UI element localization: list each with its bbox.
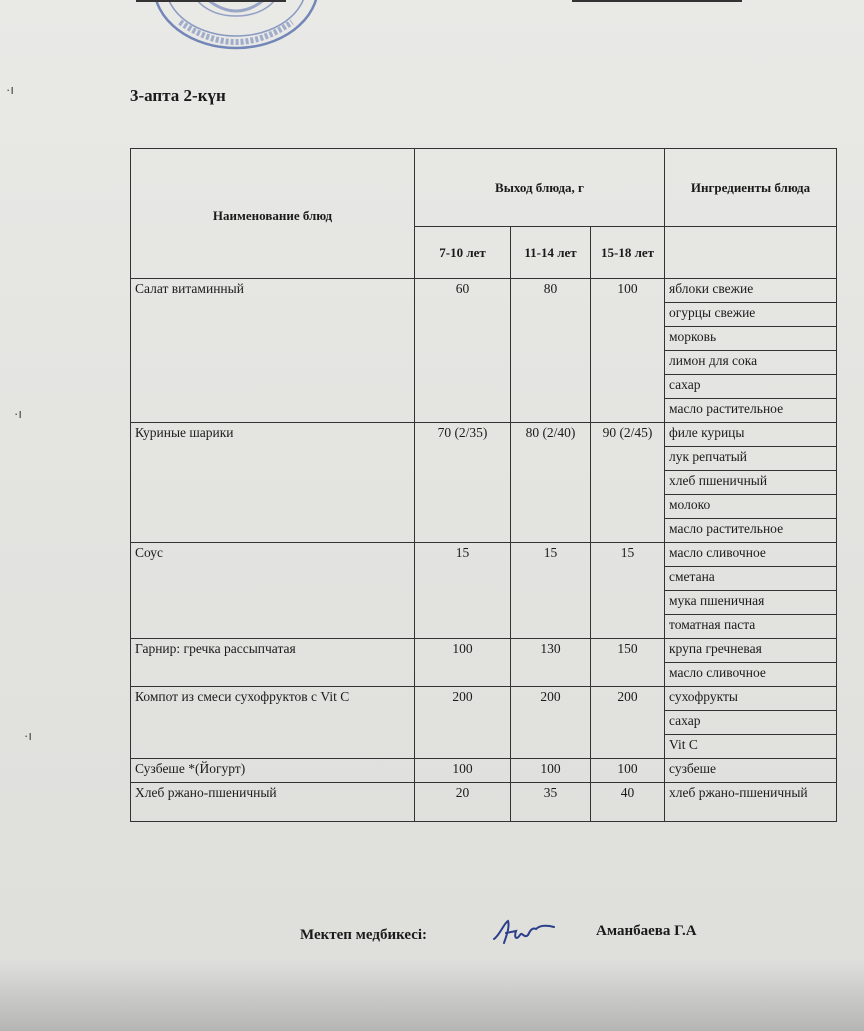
ingredient: лук репчатый (665, 447, 837, 471)
hole-punch-mark: ·ı (14, 406, 22, 421)
dish-name: Сузбеше *(Йогурт) (131, 759, 415, 783)
ingredient: сузбеше (665, 759, 837, 783)
amount-11-14: 130 (511, 639, 591, 687)
header-age-11-14: 11-14 лет (511, 227, 591, 279)
amount-7-10: 60 (415, 279, 511, 423)
ingredient: сметана (665, 567, 837, 591)
page-title: 3-апта 2-күн (130, 86, 226, 105)
ingredient: морковь (665, 327, 837, 351)
dish-name: Соус (131, 543, 415, 639)
amount-15-18: 15 (591, 543, 665, 639)
header-age-7-10: 7-10 лет (415, 227, 511, 279)
dish-name: Салат витаминный (131, 279, 415, 423)
header-ingredients-blank (665, 227, 837, 279)
amount-11-14: 200 (511, 687, 591, 759)
photo-shadow (0, 960, 864, 1031)
handwritten-signature (490, 915, 560, 949)
amount-15-18: 200 (591, 687, 665, 759)
ingredient: яблоки свежие (665, 279, 837, 303)
ingredient: сахар (665, 711, 837, 735)
ingredient: мука пшеничная (665, 591, 837, 615)
ingredient: масло сливочное (665, 663, 837, 687)
amount-15-18: 150 (591, 639, 665, 687)
amount-7-10: 70 (2/35) (415, 423, 511, 543)
dish-name: Куриные шарики (131, 423, 415, 543)
ingredient: хлеб ржано-пшеничный (665, 783, 837, 822)
amount-7-10: 100 (415, 639, 511, 687)
ingredient: масло растительное (665, 519, 837, 543)
amount-7-10: 100 (415, 759, 511, 783)
dish-name: Компот из смеси сухофруктов с Vit C (131, 687, 415, 759)
ingredient: томатная паста (665, 615, 837, 639)
hole-punch-mark: ·ı (6, 82, 14, 97)
amount-15-18: 100 (591, 279, 665, 423)
amount-11-14: 35 (511, 783, 591, 822)
nurse-name: Аманбаева Г.А (596, 923, 697, 939)
amount-15-18: 40 (591, 783, 665, 822)
amount-7-10: 20 (415, 783, 511, 822)
amount-11-14: 100 (511, 759, 591, 783)
ingredient: масло растительное (665, 399, 837, 423)
header-age-15-18: 15-18 лет (591, 227, 665, 279)
ingredient: сухофрукты (665, 687, 837, 711)
amount-15-18: 100 (591, 759, 665, 783)
signature-block (300, 915, 760, 955)
dish-name: Гарнир: гречка рассыпчатая (131, 639, 415, 687)
ingredient: крупа гречневая (665, 639, 837, 663)
hole-punch-mark: ·ı (24, 728, 32, 743)
ingredient: сахар (665, 375, 837, 399)
top-rule-left (136, 0, 286, 2)
ingredient: филе курицы (665, 423, 837, 447)
amount-15-18: 90 (2/45) (591, 423, 665, 543)
top-rule-right (572, 0, 742, 2)
ingredient: молоко (665, 495, 837, 519)
official-stamp (150, 0, 322, 54)
header-ingredients: Ингредиенты блюда (665, 149, 837, 227)
dish-name: Хлеб ржано-пшеничный (131, 783, 415, 822)
amount-11-14: 15 (511, 543, 591, 639)
menu-table (130, 148, 837, 822)
amount-7-10: 200 (415, 687, 511, 759)
nurse-label: Мектеп медбикесі: (300, 927, 428, 943)
amount-11-14: 80 (511, 279, 591, 423)
header-dish-name: Наименование блюд (131, 149, 415, 279)
ingredient: огурцы свежие (665, 303, 837, 327)
ingredient: масло сливочное (665, 543, 837, 567)
ingredient: Vit C (665, 735, 837, 759)
amount-11-14: 80 (2/40) (511, 423, 591, 543)
ingredient: хлеб пшеничный (665, 471, 837, 495)
amount-7-10: 15 (415, 543, 511, 639)
ingredient: лимон для сока (665, 351, 837, 375)
header-output: Выход блюда, г (415, 149, 665, 227)
